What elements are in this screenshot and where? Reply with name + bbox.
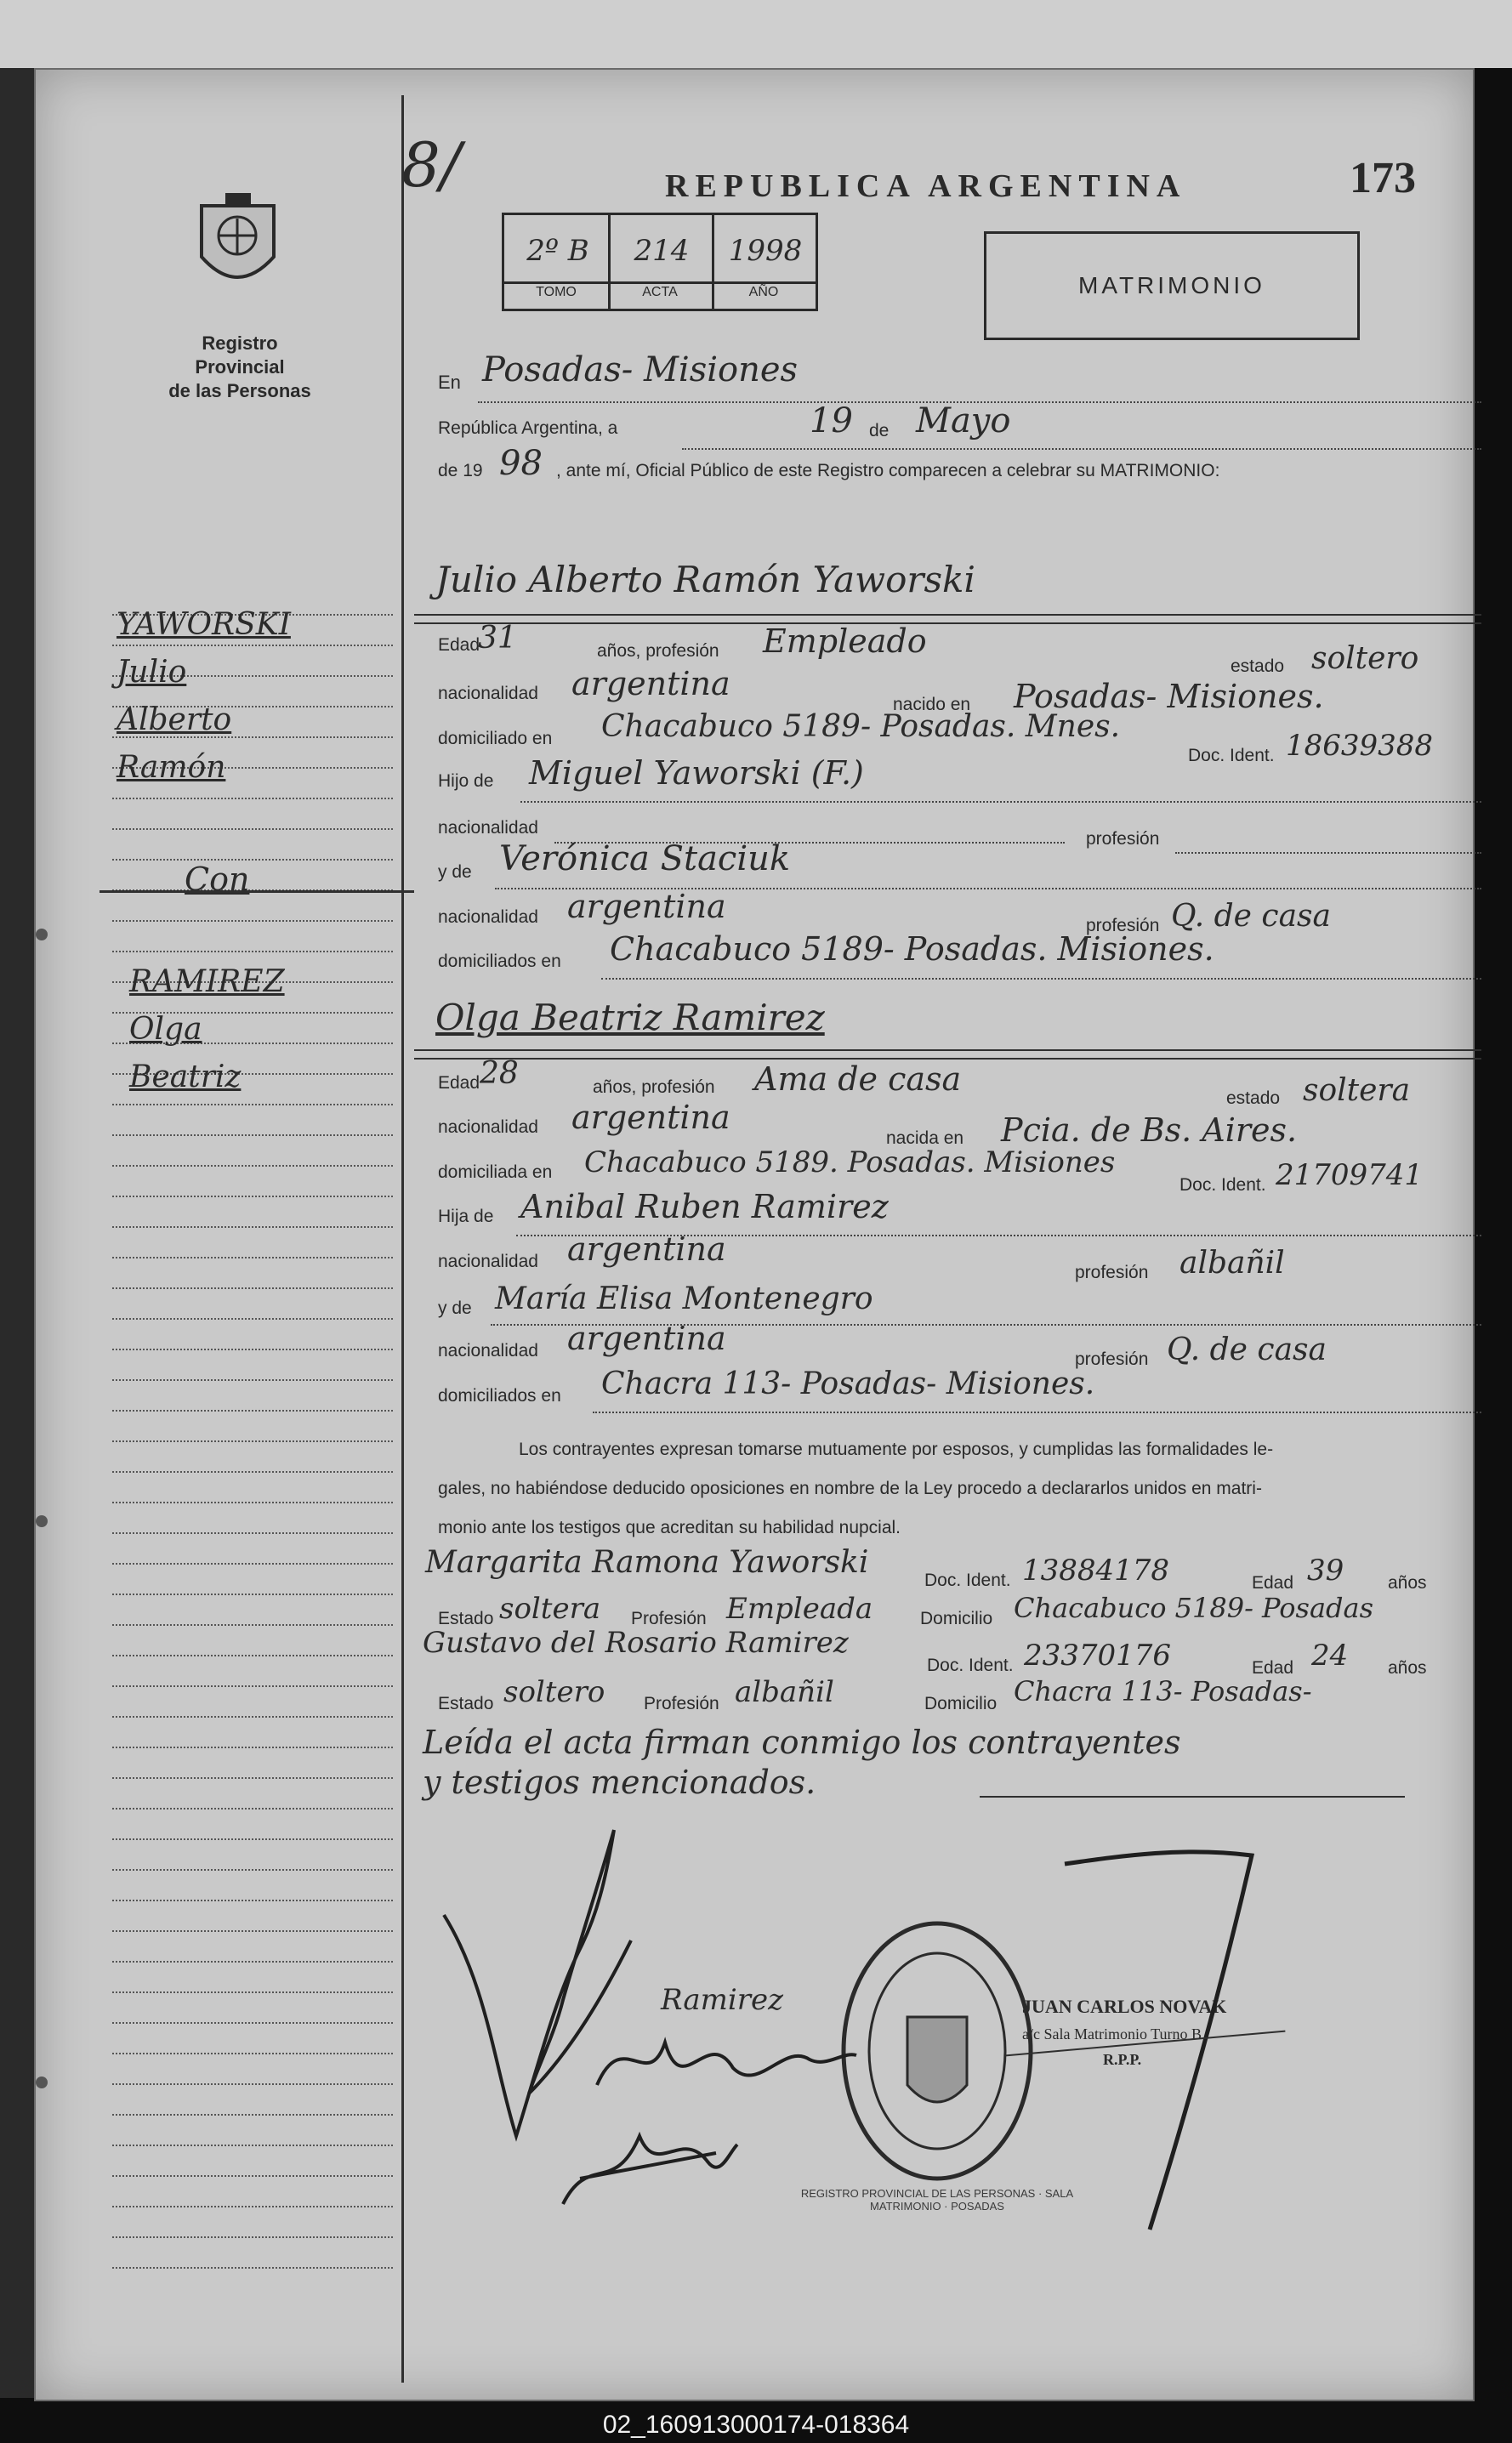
year-prefix: de 19 (438, 461, 483, 480)
month-value: Mayo (916, 401, 1011, 440)
groom-padre-prof-label: profesión (1086, 829, 1160, 849)
acta-value: 214 (634, 234, 690, 268)
record-type-box (984, 231, 1360, 340)
place-value: Posadas- Misiones (482, 350, 799, 389)
country-title: REPUBLICA ARGENTINA (665, 168, 1187, 204)
groom-dom-label: domiciliado en (438, 729, 553, 748)
page-number: 173 (1350, 154, 1416, 202)
bride-estado: soltera (1303, 1073, 1411, 1108)
record-type-label: MATRIMONIO (1078, 272, 1265, 298)
officer-name: JUAN CARLOS NOVAK (1022, 1996, 1227, 2017)
witness-signature-2 (554, 2102, 742, 2221)
bride-madre-nac: argentina (567, 1320, 726, 1357)
registry-stamp-icon (835, 1915, 1039, 2187)
groom-madre-nac-label: nacionalidad (438, 907, 538, 927)
declaration-line3: monio ante los testigos que acreditan su habilidad nupcial. (438, 1518, 901, 1537)
year-suffix: 98 (499, 444, 543, 483)
officer-unit: R.P.P. (1103, 2051, 1142, 2068)
w1-name: Margarita Ramona Yaworski (425, 1545, 869, 1580)
margin-bride (129, 958, 285, 1101)
margin-bride-name1: Olga (129, 1012, 202, 1047)
margin-ruled-lines (112, 614, 393, 2298)
bride-padre-nac: argentina (567, 1230, 726, 1268)
groom-hijo-label: Hijo de (438, 771, 494, 791)
republica-label: República Argentina, a (438, 418, 618, 438)
groom-nacido-label: nacido en (893, 695, 971, 714)
bride-edad-label: Edad (438, 1073, 480, 1093)
w2-anos: años (1388, 1658, 1427, 1678)
margin-connector: Con (185, 861, 250, 898)
declaration-line2: gales, no habiéndose deducido oposiciones en nombre de la Ley procedo a declararlos unidos en matri- (438, 1479, 1262, 1498)
bride-madre-nac-label: nacionalidad (438, 1341, 538, 1361)
groom-name: Julio Alberto Ramón Yaworski (435, 559, 975, 600)
w1-estado: soltera (499, 1592, 601, 1626)
closing-line2: y testigos mencionados. (423, 1764, 816, 1801)
bride-madre: María Elisa Montenegro (495, 1281, 873, 1316)
w2-estado: soltero (503, 1675, 605, 1709)
record-number-box (502, 213, 818, 311)
margin-bride-surname: RAMIREZ (129, 964, 285, 999)
bride-padre-prof: albañil (1179, 1246, 1285, 1281)
bride-domicilio: Chacabuco 5189. Posadas. Misiones (584, 1145, 1116, 1179)
w1-dom-label: Domicilio (920, 1609, 993, 1628)
groom-nac-label: nacionalidad (438, 684, 538, 703)
bride-padres-dom: Chacra 113- Posadas- Misiones. (601, 1366, 1095, 1401)
groom-padre-nac-label: nacionalidad (438, 818, 538, 838)
bride-edad: 28 (480, 1056, 519, 1091)
groom-edad-label: Edad (438, 635, 480, 655)
w1-estado-label: Estado (438, 1609, 494, 1628)
margin-groom-name2: Alberto (117, 702, 232, 737)
signature-ramirez: Ramirez (661, 1983, 784, 2017)
de-label: de (869, 421, 890, 440)
margin-bride-name2: Beatriz (129, 1060, 242, 1094)
groom-padre: Miguel Yaworski (F.) (529, 754, 864, 792)
margin-groom-name3: Ramón (117, 750, 226, 785)
register-page (34, 68, 1475, 2401)
binding-hole (36, 1515, 48, 1527)
groom-profesion: Empleado (763, 622, 927, 660)
groom-padres-dom: Chacabuco 5189- Posadas. Misiones. (610, 930, 1214, 968)
bride-estado-label: estado (1226, 1088, 1281, 1108)
w2-dom: Chacra 113- Posadas- (1014, 1675, 1312, 1707)
w2-name: Gustavo del Rosario Ramirez (423, 1626, 849, 1660)
bride-doc: 21709741 (1276, 1158, 1424, 1192)
image-id-caption: 02_160913000174-018364 (602, 2411, 910, 2439)
ano-value: 1998 (728, 234, 803, 268)
w1-prof: Empleada (726, 1592, 873, 1626)
bride-doc-label: Doc. Ident. (1179, 1175, 1266, 1195)
closing-line1: Leída el acta firman conmigo los contrayentes (423, 1724, 1181, 1761)
ano-label: AÑO (748, 285, 779, 299)
bride-madre-prof: Q. de casa (1167, 1332, 1327, 1367)
registry-name: Registro Provincial de las Personas (168, 332, 311, 401)
binding-hole (36, 929, 48, 940)
margin-groom-surname: YAWORSKI (117, 607, 291, 642)
bride-nac-label: nacionalidad (438, 1117, 538, 1137)
w2-prof: albañil (735, 1675, 834, 1709)
book-top-edge (0, 0, 1512, 68)
w1-prof-label: Profesión (631, 1609, 707, 1628)
groom-domicilio: Chacabuco 5189- Posadas. Mnes. (601, 709, 1121, 744)
corner-mark: 8/ (401, 129, 462, 201)
bride-nacida: Pcia. de Bs. Aires. (1001, 1111, 1298, 1149)
groom-doc: 18639388 (1286, 729, 1434, 763)
groom-madre-nac: argentina (567, 888, 726, 925)
tomo-label: TOMO (536, 285, 577, 299)
day-value: 19 (810, 401, 853, 440)
groom-yde-label: y de (438, 862, 472, 882)
bride-name: Olga Beatriz Ramirez (435, 997, 825, 1038)
bride-padre: Anibal Ruben Ramirez (520, 1188, 889, 1225)
w2-edad-label: Edad (1252, 1658, 1294, 1678)
en-label: En (438, 372, 461, 393)
groom-madre: Verónica Staciuk (499, 839, 791, 878)
bride-nacionalidad: argentina (571, 1099, 730, 1136)
margin-separator (99, 890, 414, 893)
w1-dom: Chacabuco 5189- Posadas (1014, 1592, 1374, 1624)
groom-padres-dom-label: domiciliados en (438, 952, 561, 971)
w1-doc: 13884178 (1022, 1554, 1170, 1588)
w1-edad: 39 (1307, 1554, 1344, 1588)
groom-estado-label: estado (1231, 656, 1285, 676)
book-gutter (0, 68, 34, 2398)
w1-edad-label: Edad (1252, 1573, 1294, 1593)
margin-divider (401, 95, 404, 2383)
margin-groom-name1: Julio (117, 655, 187, 690)
w2-edad: 24 (1311, 1639, 1349, 1673)
w1-doc-label: Doc. Ident. (924, 1571, 1011, 1590)
groom-anos-label: años, profesión (597, 641, 719, 661)
declaration-text (438, 1430, 1480, 1548)
w2-prof-label: Profesión (644, 1694, 719, 1713)
bride-nacida-label: nacida en (886, 1128, 964, 1148)
bride-madre-prof-label: profesión (1075, 1349, 1149, 1369)
stamp-text: REGISTRO PROVINCIAL DE LAS PERSONAS · SALA MATRIMONIO · POSADAS (800, 2187, 1074, 2213)
margin-groom (117, 601, 291, 792)
binding-hole (36, 2077, 48, 2088)
bride-hija-label: Hija de (438, 1207, 494, 1226)
bride-yde-label: y de (438, 1298, 472, 1318)
groom-nacionalidad: argentina (571, 665, 730, 702)
w1-anos: años (1388, 1573, 1427, 1593)
bride-padre-prof-label: profesión (1075, 1263, 1149, 1282)
witness-signature (588, 2008, 861, 2111)
bride-padres-dom-label: domiciliados en (438, 1386, 561, 1406)
acta-label: ACTA (642, 285, 678, 299)
groom-doc-label: Doc. Ident. (1188, 746, 1275, 765)
w2-dom-label: Domicilio (924, 1694, 998, 1713)
tomo-value: 2º B (526, 234, 589, 268)
officer-title: a/c Sala Matrimonio Turno B (1022, 2025, 1202, 2042)
bride-anos-label: años, profesión (593, 1077, 715, 1097)
declaration-line1: Los contrayentes expresan tomarse mutuamente por esposos, y cumplidas las formalidades le- (519, 1440, 1274, 1459)
bride-profesion: Ama de casa (754, 1060, 962, 1098)
intro-sentence: , ante mí, Oficial Público de este Registro comparecen a celebrar su MATRIMONIO: (556, 461, 1220, 480)
groom-estado: soltero (1311, 641, 1419, 676)
groom-nacido: Posadas- Misiones. (1014, 678, 1324, 715)
groom-edad: 31 (478, 621, 517, 656)
bride-dom-label: domiciliada en (438, 1162, 553, 1182)
w2-estado-label: Estado (438, 1694, 494, 1713)
w2-doc-label: Doc. Ident. (927, 1656, 1014, 1675)
groom-madre-prof-label: profesión (1086, 916, 1160, 935)
w2-doc: 23370176 (1024, 1639, 1172, 1673)
coat-of-arms-icon (193, 189, 282, 299)
groom-madre-prof: Q. de casa (1171, 899, 1331, 934)
bride-padre-nac-label: nacionalidad (438, 1252, 538, 1271)
